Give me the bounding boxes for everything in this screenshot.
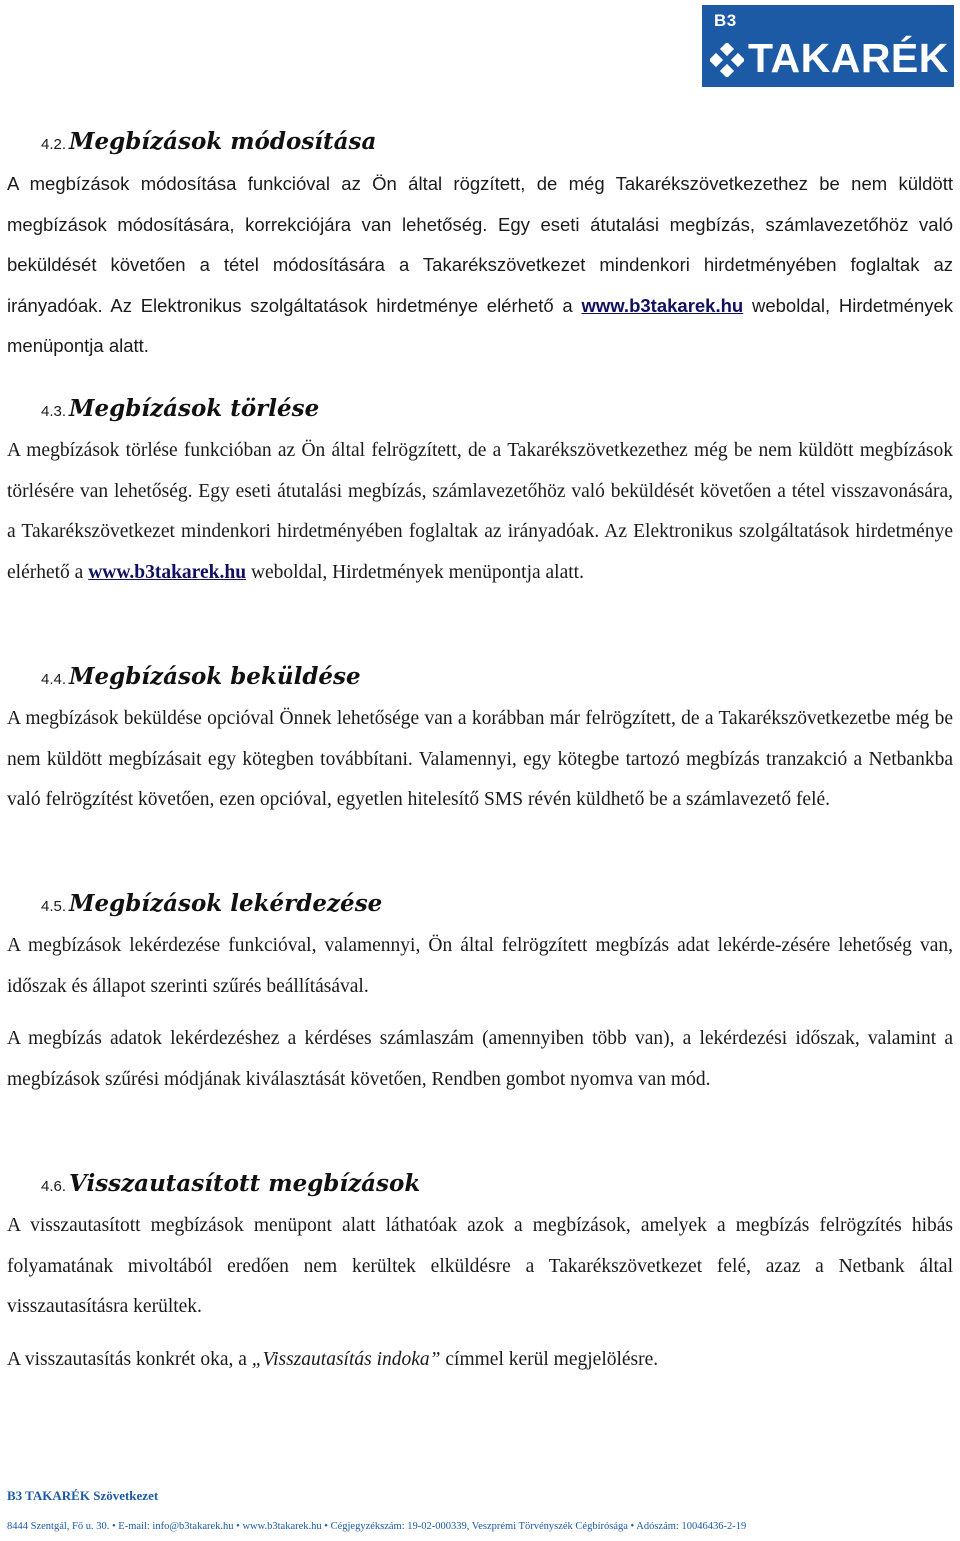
section-paragraph xyxy=(7,164,953,367)
section-paragraph xyxy=(7,431,953,593)
logo-b3-text: B3 xyxy=(714,11,737,30)
paragraph-text: weboldal, Hirdetmények menüpontja alatt. xyxy=(7,294,954,356)
section-paragraph xyxy=(7,1340,953,1381)
paragraph-text: A megbízások törlése funkcióban az Ön által felrögzített, de a Takarékszövetkezethez még be nem küldött megbízások törlésére van lehetőség. Egy eseti átutalási megbízás, számlavezetőhöz való beküldését követően a tétel visszavonására, a Takarékszövetkezet mindenkori hirdetményében foglaltak az irányadóak. Az Elektronikus szolgáltatások hirdetménye elérhető a xyxy=(7,440,953,583)
section-number: 4.4. xyxy=(41,671,67,688)
section-title: Megbízások módosítása xyxy=(69,128,377,155)
section-heading xyxy=(7,890,953,926)
section-title: Megbízások beküldése xyxy=(69,663,361,690)
section-4-3 xyxy=(7,395,953,593)
paragraph-text: címmel kerül megjelölésre. xyxy=(445,1348,659,1370)
section-paragraph: A megbízás adatok lekérdezéshez a kérdéses számlaszám (amennyiben több van), a lekérdezési időszak, valamint a megbízások szűrési módjának kiválasztását követően, Rendben gombot nyomva van mód. xyxy=(7,1028,953,1090)
paragraph-text: A visszautasítás konkrét oka, a xyxy=(7,1348,247,1370)
section-number: 4.3. xyxy=(41,403,67,420)
logo-diamond-icon xyxy=(710,43,744,77)
section-heading xyxy=(7,395,953,431)
paragraph-text: weboldal, Hirdetmények menüpontja alatt. xyxy=(250,561,584,583)
section-heading xyxy=(7,1170,953,1206)
section-heading xyxy=(7,663,953,699)
section-title: Megbízások törlése xyxy=(69,395,320,422)
section-paragraph: A megbízások beküldése opcióval Önnek lehetősége van a korábban már felrögzített, de a Takarékszövetkezetbe még be nem küldött megbízásait egy kötegben továbbítani. Valamennyi, egy kötegbe tartozó megbízás tranzakció a Netbankba való felrögzítést követően, ezen opcióval, egyetlen hitelesítő SMS révén küldhető be a számlavezető felé. xyxy=(7,708,953,810)
section-4-2 xyxy=(7,128,953,367)
section-number: 4.6. xyxy=(41,1178,67,1195)
paragraph-text: A megbízások módosítása funkcióval az Ön által rögzített, de még Takarékszövetkezethez be nem küldött megbízások módosítására, korrekciójára van lehetőség. Egy eseti átutalási megbízás, számlavezetőhöz való beküldését követően a tétel módosítására a Takarékszövetkezet mindenkori hirdetményében foglaltak az irányadóak. Az Elektronikus szolgáltatások hirdetménye elérhető a xyxy=(7,173,953,316)
section-4-5 xyxy=(7,890,953,1100)
section-title: Visszautasított megbízások xyxy=(69,1170,421,1197)
section-paragraph: A visszautasított megbízások menüpont alatt láthatóak azok a megbízások, amelyek a megbízás felrögzítés hibás folyamatának mivoltából eredően nem kerültek elküldésre a Takarékszövetkezet felé, azaz a Netbank által visszautasításra kerültek. xyxy=(7,1215,953,1317)
section-heading xyxy=(7,128,953,164)
section-title: Megbízások lekérdezése xyxy=(69,890,383,917)
section-paragraph: A megbízások lekérdezése funkcióval, valamennyi, Ön által felrögzített megbízás adat lekérde-zésére lehetőség van, időszak és állapot szerinti szűrés beállításával. xyxy=(7,935,953,997)
section-4-6 xyxy=(7,1170,953,1380)
b3takarek-link[interactable]: www.b3takarek.hu xyxy=(581,294,744,316)
section-number: 4.5. xyxy=(41,898,67,915)
quoted-term: „Visszautasítás indoka” xyxy=(251,1348,441,1370)
footer-contact-info: 8444 Szentgál, Fő u. 30. • E-mail: info@b3takarek.hu • www.b3takarek.hu • Cégjegyzékszám: 19-02-000339, Veszprémi Törvényszék Cégbírósága • Adószám: 10046436-2-19 xyxy=(7,1521,747,1532)
footer-company-name: B3 TAKARÉK Szövetkezet xyxy=(7,1488,159,1503)
section-number: 4.2. xyxy=(41,136,67,153)
section-4-4 xyxy=(7,663,953,821)
logo-wordmark: TAKARÉK xyxy=(748,35,949,81)
b3-takarek-logo xyxy=(702,5,954,87)
b3takarek-link[interactable]: www.b3takarek.hu xyxy=(88,561,247,583)
